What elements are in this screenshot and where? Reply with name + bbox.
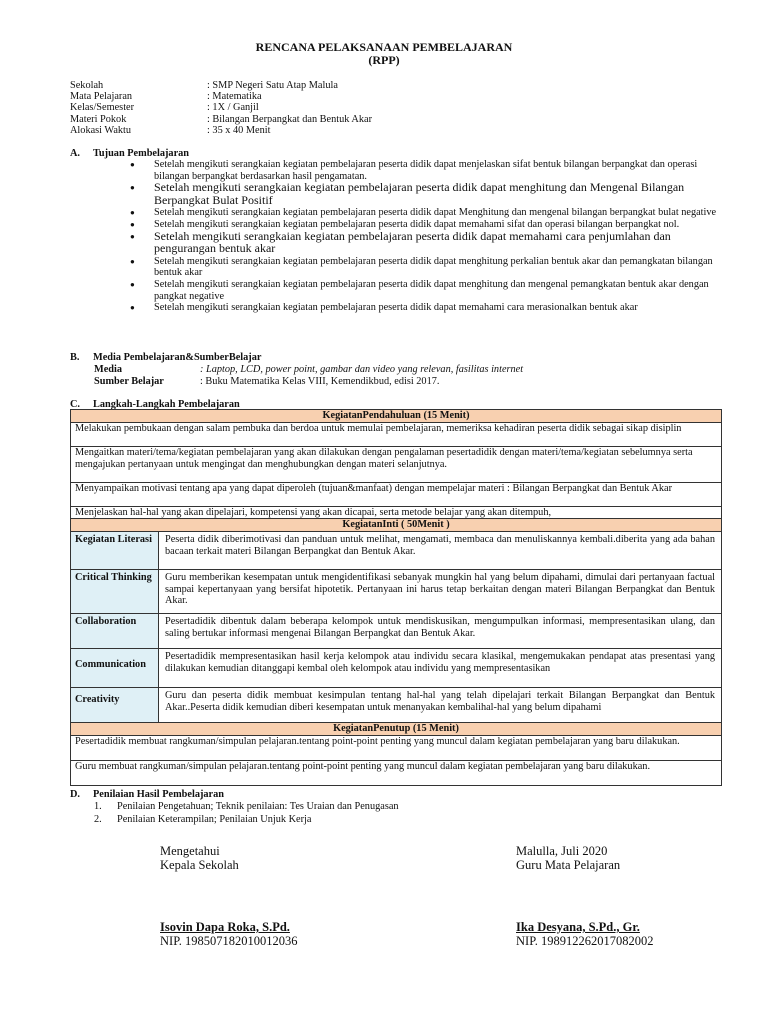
identity-value: : Matematika xyxy=(207,91,262,103)
media-key: Media xyxy=(94,364,123,375)
sign-name: Ika Desyana, S.Pd., Gr. xyxy=(516,920,640,934)
list-item: ● Setelah mengikuti serangkaian kegiatan pembelajaran peserta didik dapat memahami sifat dan operasi bilangan berpangkat nol. xyxy=(130,219,730,231)
section-a-heading xyxy=(70,148,189,160)
sign-line: Mengetahui xyxy=(160,844,220,858)
media-block xyxy=(94,364,523,387)
sumber-value: : Buku Matematika Kelas VIII, Kemendikbud, edisi 2017. xyxy=(200,375,440,387)
identity-value: : 35 x 40 Menit xyxy=(207,124,271,136)
identity-value: : Bilangan Berpangkat dan Bentuk Akar xyxy=(207,113,372,125)
list-item: ● Setelah mengikuti serangkaian kegiatan pembelajaran peserta didik dapat menghitung perkalian bentuk akar dan pemangkatan bilangan bentuk akar xyxy=(130,256,730,279)
inti-text: Peserta didik diberimotivasi dan panduan untuk melihat, mengamati, membaca dan menuliskannya kembali.diberita yang ada bahan bacaan terkait materi Bilangan Berpangkat dan Bentuk Akar. xyxy=(165,534,715,557)
inti-text: Guru memberikan kesempatan untuk mengidentifikasi sebanyak mungkin hal yang belum dipahami, dimulai dari pertanyaan factual sampai kepertanyaan yang bersifat hipotetik. Pertanyaan ini harus tetap berkaitan dengan materi Bilangan Berpangkat dan Bentuk Akar. xyxy=(165,572,715,607)
inti-label: Communication xyxy=(71,649,159,687)
media-value: : Laptop, LCD, power point, gambar dan video yang relevan, fasilitas internet xyxy=(200,364,524,375)
section-b-heading xyxy=(70,352,261,364)
document-title: RENCANA PELAKSANAAN PEMBELAJARAN xyxy=(255,40,513,54)
identity-row-waktu xyxy=(70,125,372,136)
identity-table xyxy=(70,80,372,136)
list-number: 1. xyxy=(94,801,102,812)
list-item: ● Setelah mengikuti serangkaian kegiatan pembelajaran peserta didik dapat memahami cara merasionalkan bentuk akar xyxy=(130,302,730,314)
table-row xyxy=(71,614,721,649)
inti-label: Creativity xyxy=(71,688,159,722)
list-item xyxy=(130,228,730,256)
section-number: D. xyxy=(70,789,81,800)
list-text: Penilaian Pengetahuan; Teknik penilaian: Tes Uraian dan Penugasan xyxy=(117,801,399,812)
table-row: Mengaitkan materi/tema/kegiatan pembelajaran yang akan dilakukan dengan pengalaman pesertadidik dengan materi/tema/kegiatan sebelumnya serta mengajukan pertanyaan untuk mengingat dan menghubungkan dengan materi selanjutnya. xyxy=(71,447,721,483)
sign-role: Kepala Sekolah xyxy=(160,858,239,872)
identity-key: Alokasi Waktu xyxy=(70,124,132,136)
section-title: Media Pembelajaran&SumberBelajar xyxy=(93,352,262,363)
identity-key: Kelas/Semester xyxy=(70,102,135,114)
penutup-header: KegiatanPenutup (15 Menit) xyxy=(71,723,721,736)
list-item xyxy=(94,814,399,827)
table-row: Guru membuat rangkuman/simpulan pelajaran.tentang point-point penting yang muncul dalam kegiatan pembelajaran yang baru dilakukan. xyxy=(75,761,651,772)
langkah-table xyxy=(70,409,722,786)
inti-header: KegiatanInti ( 50Menit ) xyxy=(71,519,721,532)
media-row xyxy=(94,364,523,376)
identity-row-materi xyxy=(70,114,372,125)
list-item xyxy=(94,801,399,814)
list-item: ● Setelah mengikuti serangkaian kegiatan pembelajaran peserta didik dapat menjelaskan sifat bentuk bilangan berpangkat dan operasi bilangan berpangkat berdasarkan hasil pengamatan. xyxy=(130,159,730,182)
document-subtitle: (RPP) xyxy=(368,53,400,67)
section-d-heading xyxy=(70,789,224,801)
section-number: A. xyxy=(70,148,81,159)
tujuan-list xyxy=(130,159,730,314)
signature-right xyxy=(516,844,654,948)
pendahuluan-header: KegiatanPendahuluan (15 Menit) xyxy=(71,410,721,423)
list-item xyxy=(130,182,730,207)
section-title: Penilaian Hasil Pembelajaran xyxy=(93,789,224,800)
table-row: Pesertadidik membuat rangkuman/simpulan pelajaran.tentang point-point penting yang muncul dalam kegiatan pembelajaran yang baru dilakukan. xyxy=(71,736,721,761)
sign-nip: NIP. 198507182010012036 xyxy=(160,934,298,948)
section-title: Tujuan Pembelajaran xyxy=(93,148,190,159)
table-row: Menjelaskan hal-hal yang akan dipelajari, kompetensi yang akan dicapai, serta metode belajar yang akan ditempuh, xyxy=(71,507,721,519)
sign-role: Guru Mata Pelajaran xyxy=(516,858,621,872)
sumber-row xyxy=(94,376,523,388)
identity-value: : SMP Negeri Satu Atap Malula xyxy=(207,80,338,91)
identity-row-sekolah xyxy=(70,80,372,91)
sign-name: Isovin Dapa Roka, S.Pd. xyxy=(160,920,290,934)
list-number: 2. xyxy=(94,813,102,825)
section-number: B. xyxy=(70,352,80,363)
inti-text: Pesertadidik dibentuk dalam beberapa kelompok untuk mendiskusikan, mengumpulkan informasi, mempresentasikan ulang, dan saling bertukar informasi mengenai Bilangan Berpangkat dan Bentuk Akar. xyxy=(165,616,715,639)
table-row: Melakukan pembukaan dengan salam pembuka dan berdoa untuk memulai pembelajaran, memeriksa kehadiran peserta didik sebagai sikap disiplin xyxy=(71,423,721,447)
table-row xyxy=(71,649,721,688)
inti-text: Guru dan peserta didik membuat kesimpulan tentang hal-hal yang telah dipelajari terkait Bilangan Berpangkat dan Bentuk Akar..Peserta didik kemudian diberi kesempatan untuk menanyakan kembalihal-hal yang belum dipahami xyxy=(165,690,715,713)
identity-key: Mata Pelajaran xyxy=(70,91,133,103)
section-title: Langkah-Langkah Pembelajaran xyxy=(93,399,240,410)
identity-row-kelas xyxy=(70,102,372,113)
identity-key: Sekolah xyxy=(70,80,104,91)
identity-key: Materi Pokok xyxy=(70,113,127,125)
list-item-text: Setelah mengikuti serangkaian kegiatan pembelajaran peserta didik dapat menghitung dan Mengenal Bilangan Berpangkat Bulat Positif xyxy=(154,180,685,207)
inti-label: Critical Thinking xyxy=(71,570,159,613)
sign-nip: NIP. 198912262017082002 xyxy=(516,934,654,948)
section-number: C. xyxy=(70,399,81,410)
penilaian-list xyxy=(94,801,399,826)
sumber-key: Sumber Belajar xyxy=(94,375,164,387)
identity-value: : 1X / Ganjil xyxy=(207,102,259,114)
table-row: Menyampaikan motivasi tentang apa yang dapat diperoleh (tujuan&manfaat) dengan mempelajar materi : Bilangan Berpangkat dan Bentuk Akar xyxy=(71,483,721,507)
table-row xyxy=(71,570,721,614)
list-item: ● Setelah mengikuti serangkaian kegiatan pembelajaran peserta didik dapat menghitung dan mengenal pemangkatan bentuk akar dengan pangkat negative xyxy=(130,279,730,302)
table-row xyxy=(71,688,721,723)
inti-label: Collaboration xyxy=(71,614,159,648)
sign-line: Malulla, Juli 2020 xyxy=(516,844,608,858)
signature-left xyxy=(160,844,298,948)
identity-row-mapel xyxy=(70,91,372,102)
inti-text: Pesertadidik mempresentasikan hasil kerja kelompok atau individu secara klasikal, mengemukakan pendapat atas presentasi yang dilakukan kemudian ditanggapi kembal oleh kelompok atau individu yang mempresentasikan xyxy=(165,651,715,674)
inti-label: Kegiatan Literasi xyxy=(71,532,159,569)
table-row xyxy=(71,532,721,570)
list-item: ● Setelah mengikuti serangkaian kegiatan pembelajaran peserta didik dapat Menghitung dan mengenal bilangan berpangkat bulat negative xyxy=(130,207,730,219)
list-item-text: Setelah mengikuti serangkaian kegiatan pembelajaran peserta didik dapat memahami cara penjumlahan dan pengurangan bentuk akar xyxy=(154,228,671,256)
list-text: Penilaian Keterampilan; Penilaian Unjuk Kerja xyxy=(117,813,312,825)
